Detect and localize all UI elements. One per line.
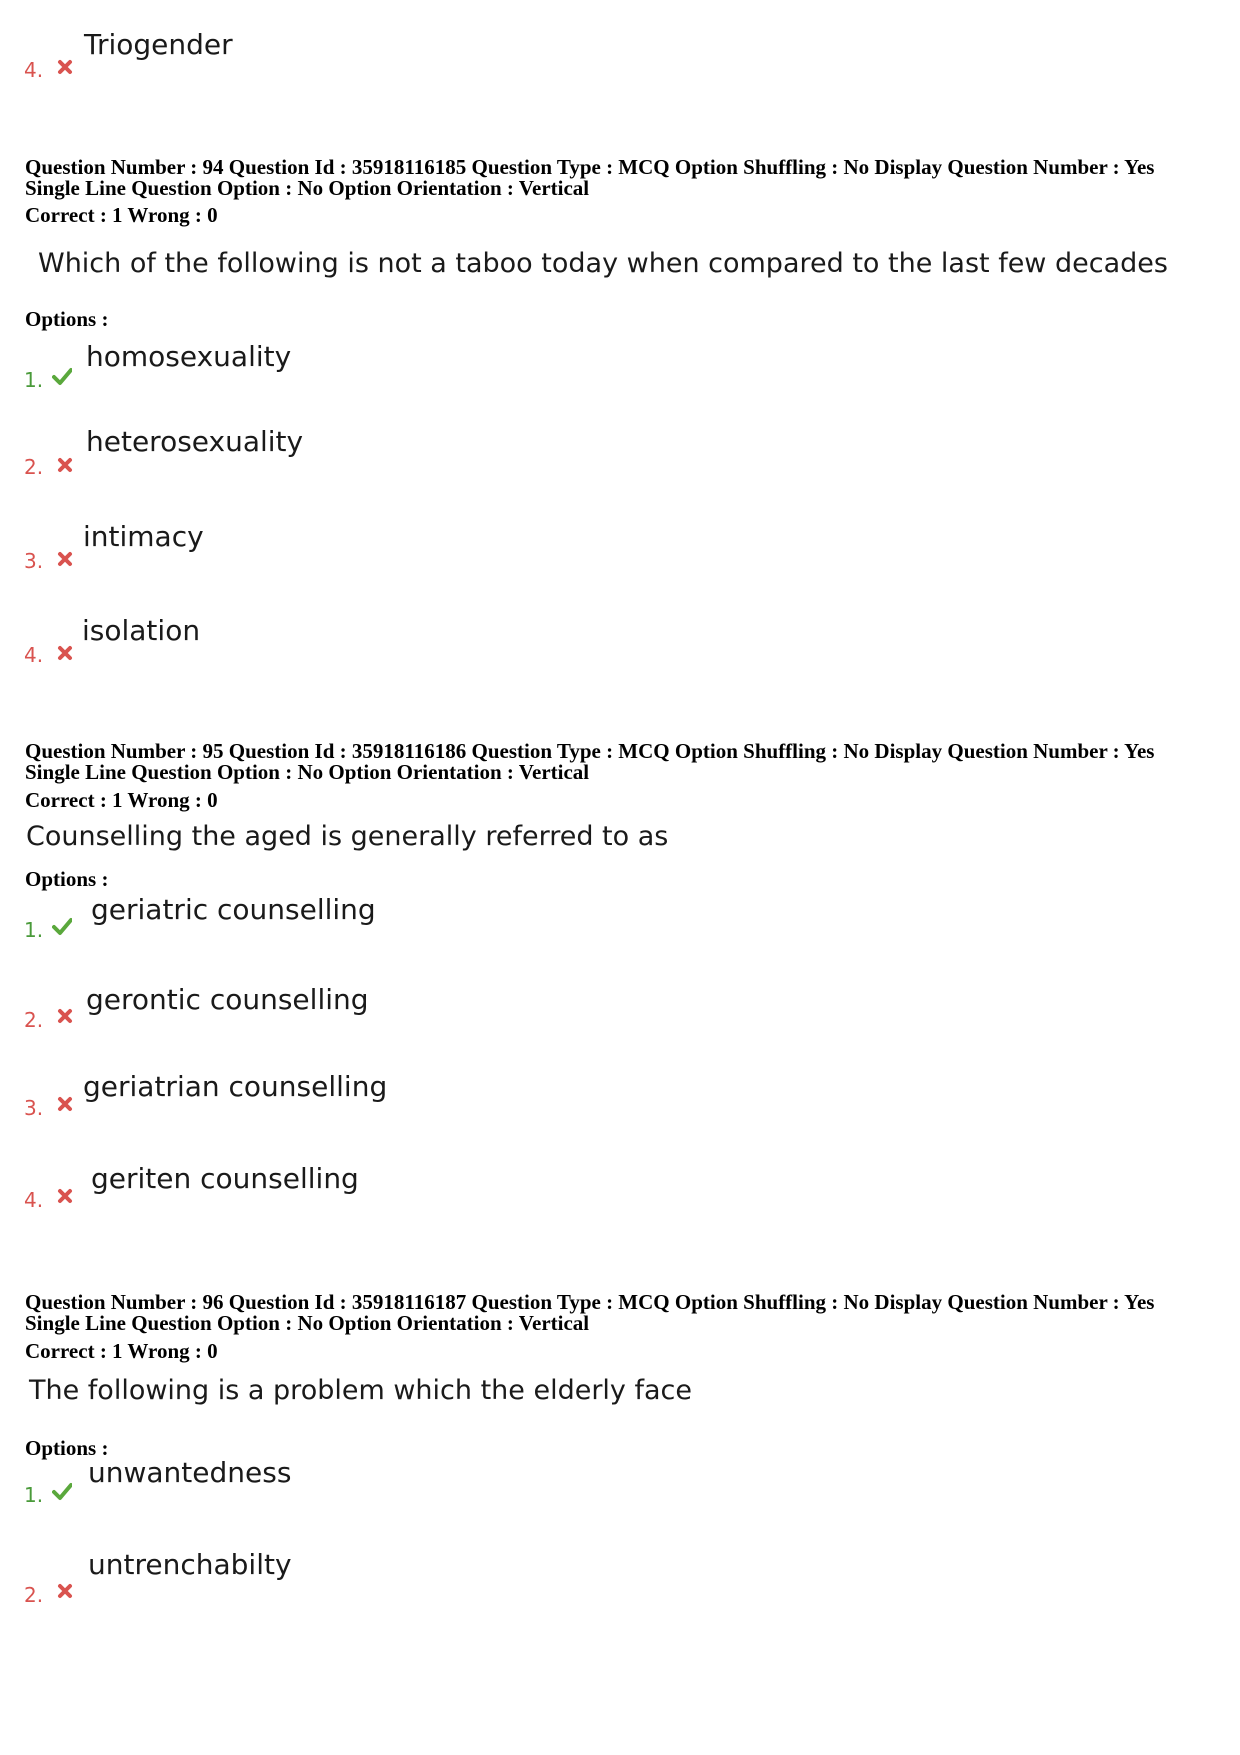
option-text: unwantedness (88, 1456, 292, 1489)
correct-check-icon (52, 916, 72, 936)
option-text: gerontic counselling (86, 983, 369, 1016)
question-meta-line2: Single Line Question Option : No Option Orientation : Vertical (25, 1311, 590, 1335)
wrong-cross-icon (55, 643, 75, 663)
question-text: Counselling the aged is generally referred to as (26, 821, 669, 852)
option-number: 2. (24, 1583, 44, 1607)
options-label: Options : (25, 1436, 109, 1460)
question-meta-line2: Single Line Question Option : No Option Orientation : Vertical (25, 176, 590, 200)
option-text: untrenchabilty (88, 1548, 292, 1581)
option-number: 4. (24, 643, 44, 667)
correct-check-icon (52, 1481, 72, 1501)
correct-check-icon (52, 366, 72, 386)
option-number: 3. (24, 549, 44, 573)
option-text: heterosexuality (86, 425, 304, 458)
option-number: 1. (24, 368, 44, 392)
options-label: Options : (25, 867, 109, 891)
option-text: geriatric counselling (91, 893, 376, 926)
question-meta-line2: Single Line Question Option : No Option Orientation : Vertical (25, 760, 590, 784)
option-number: 2. (24, 1008, 44, 1032)
option-text: homosexuality (86, 340, 292, 373)
question-text: The following is a problem which the elderly face (29, 1375, 693, 1406)
wrong-cross-icon (55, 1186, 75, 1206)
option-text: geriatrian counselling (83, 1070, 388, 1103)
option-number: 3. (24, 1096, 44, 1120)
option-number: 1. (24, 1483, 44, 1507)
option-number: 4. (24, 58, 44, 82)
option-number: 1. (24, 918, 44, 942)
question-marks: Correct : 1 Wrong : 0 (25, 1339, 218, 1363)
option-text: intimacy (83, 520, 204, 553)
wrong-cross-icon (55, 57, 75, 77)
question-meta-line1: Question Number : 96 Question Id : 35918116187 Question Type : MCQ Option Shuffling : No Display Question Number : Yes (25, 1290, 1155, 1314)
option-text: Triogender (84, 28, 233, 61)
wrong-cross-icon (55, 549, 75, 569)
question-text: Which of the following is not a taboo today when compared to the last few decades (38, 248, 1168, 279)
option-number: 4. (24, 1188, 44, 1212)
wrong-cross-icon (55, 1006, 75, 1026)
wrong-cross-icon (55, 1094, 75, 1114)
question-marks: Correct : 1 Wrong : 0 (25, 788, 218, 812)
option-text: geriten counselling (91, 1162, 359, 1195)
question-marks: Correct : 1 Wrong : 0 (25, 203, 218, 227)
options-label: Options : (25, 307, 109, 331)
option-number: 2. (24, 455, 44, 479)
wrong-cross-icon (55, 455, 75, 475)
option-text: isolation (82, 614, 201, 647)
wrong-cross-icon (55, 1581, 75, 1601)
question-meta-line1: Question Number : 94 Question Id : 35918116185 Question Type : MCQ Option Shuffling : No Display Question Number : Yes (25, 155, 1155, 179)
question-meta-line1: Question Number : 95 Question Id : 35918116186 Question Type : MCQ Option Shuffling : No Display Question Number : Yes (25, 739, 1155, 763)
